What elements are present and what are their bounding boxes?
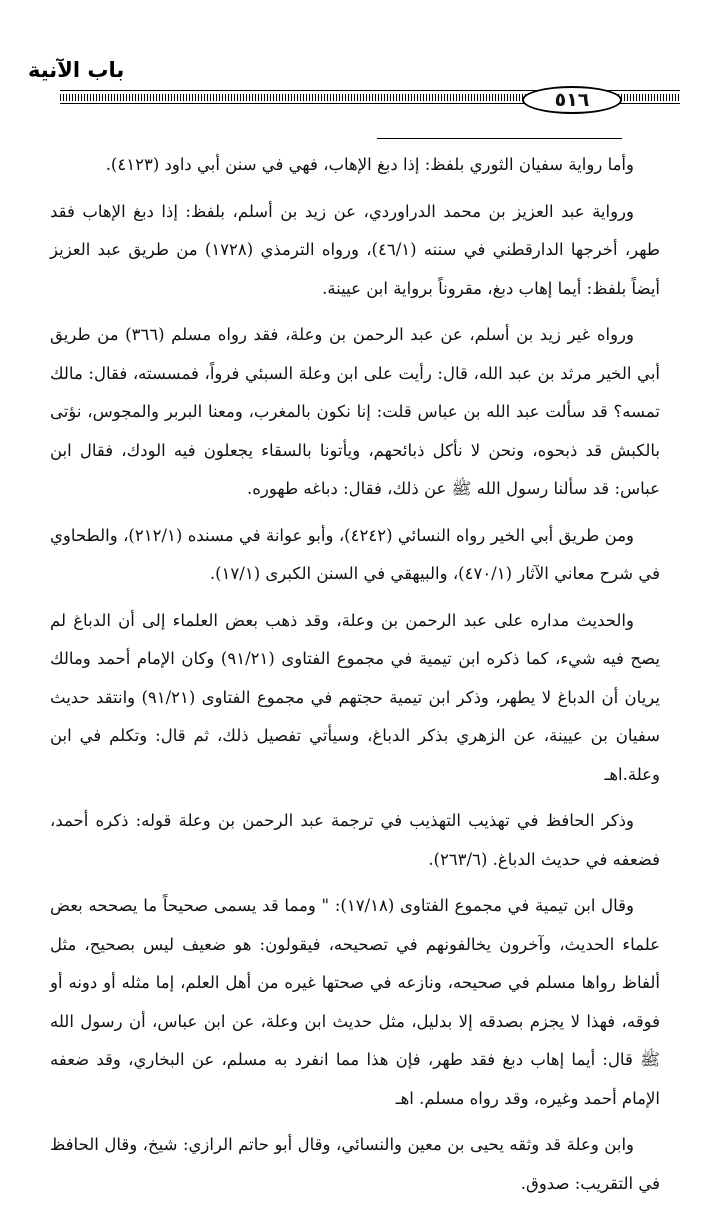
page-number: ٥١٦ <box>522 86 622 114</box>
footnote-separator <box>377 138 622 139</box>
paragraph: وأما رواية سفيان الثوري بلفظ: إذا دبغ الإهاب، فهي في سنن أبي داود (٤١٢٣). <box>105 155 634 174</box>
paragraph: وابن وعلة قد وثقه يحيى بن معين والنسائي، وقال أبو حاتم الرازي: شيخ، وقال الحافظ في التقريب: صدوق. <box>50 1135 660 1193</box>
paragraph: وقال ابن تيمية في مجموع الفتاوى (١٧/١٨): " ومما قد يسمى صحيحاً ما يصححه بعض علماء الحديث، وآخرون يخالفونهم في تصحيحه، فيقولون: هو ضعيف ليس بصحيح، مثل ألفاظ رواها مسلم في صحيحه، ونازعه في صحتها غيره من أهل العلم، إما مثله أو دونه أو فوقه، فهذا لا يجزم بصدقه إلا بدليل، مثل حديث ابن وعلة، عن ابن عباس، أن رسول الله ﷺ قال: أيما إهاب دبغ فقد طهر، فإن هذا مما انفرد به مسلم، عن البخاري، وقد ضعفه الإمام أحمد وغيره، وقد رواه مسلم. اهـ <box>50 896 660 1108</box>
paragraph: والحديث مداره على عبد الرحمن بن وعلة، وقد ذهب بعض العلماء إلى أن الدباغ لم يصح فيه شيء، كما ذكره ابن تيمية في مجموع الفتاوى (٩١/٢١) وكان الإمام أحمد ومالك يريان أن الدباغ لا يطهر، وذكر ابن تيمية حجتهم في مجموع الفتاوى (٩١/٢١) وانتقد حديث سفيان بن عيينة، عن الزهري بذكر الدباغ، وسيأتي تفصيل ذلك، ثم قال: وتكلم في ابن وعلة.اهـ <box>50 610 660 784</box>
paragraph: وذكر الحافظ في تهذيب التهذيب في ترجمة عبد الرحمن بن وعلة قوله: ذكره أحمد، فضعفه في حديث الدباغ. (٢٦٣/٦). <box>50 811 660 869</box>
paragraph: ورواية عبد العزيز بن محمد الدراوردي، عن زيد بن أسلم، بلفظ: إذا دبغ الإهاب فقد طهر، أخرجها الدارقطني في سننه (٤٦/١)، ورواه الترمذي (١٧٢٨) من طريق عبد العزيز أيضاً بلفظ: أيما إهاب دبغ، مقروناً برواية ابن عيينة. <box>50 201 660 298</box>
body-text <box>50 146 660 1211</box>
chapter-title: باب الآنية <box>28 58 125 82</box>
paragraph: ورواه غير زيد بن أسلم، عن عبد الرحمن بن وعلة، فقد رواه مسلم (٣٦٦) من طريق أبي الخير مرثد بن عبد الله، قال: رأيت على ابن وعلة السبئي فرواً، فمسسته، فقال: مالك تمسه؟ قد سألت عبد الله بن عباس قلت: إنا نكون بالمغرب، ومعنا البربر والمجوس، نؤتى بالكبش قد ذبحوه، ونحن لا نأكل ذبائحهم، ويأتونا بالسقاء يجعلون فيه الودك، فقال ابن عباس: قد سألنا رسول الله ﷺ عن ذلك، فقال: دباغه طهوره. <box>50 325 660 498</box>
paragraph: ومن طريق أبي الخير رواه النسائي (٤٢٤٢)، وأبو عوانة في مسنده (٢١٢/١)، والطحاوي في شرح معاني الآثار (٤٧٠/١)، والبيهقي في السنن الكبرى (١٧/١). <box>50 525 660 583</box>
